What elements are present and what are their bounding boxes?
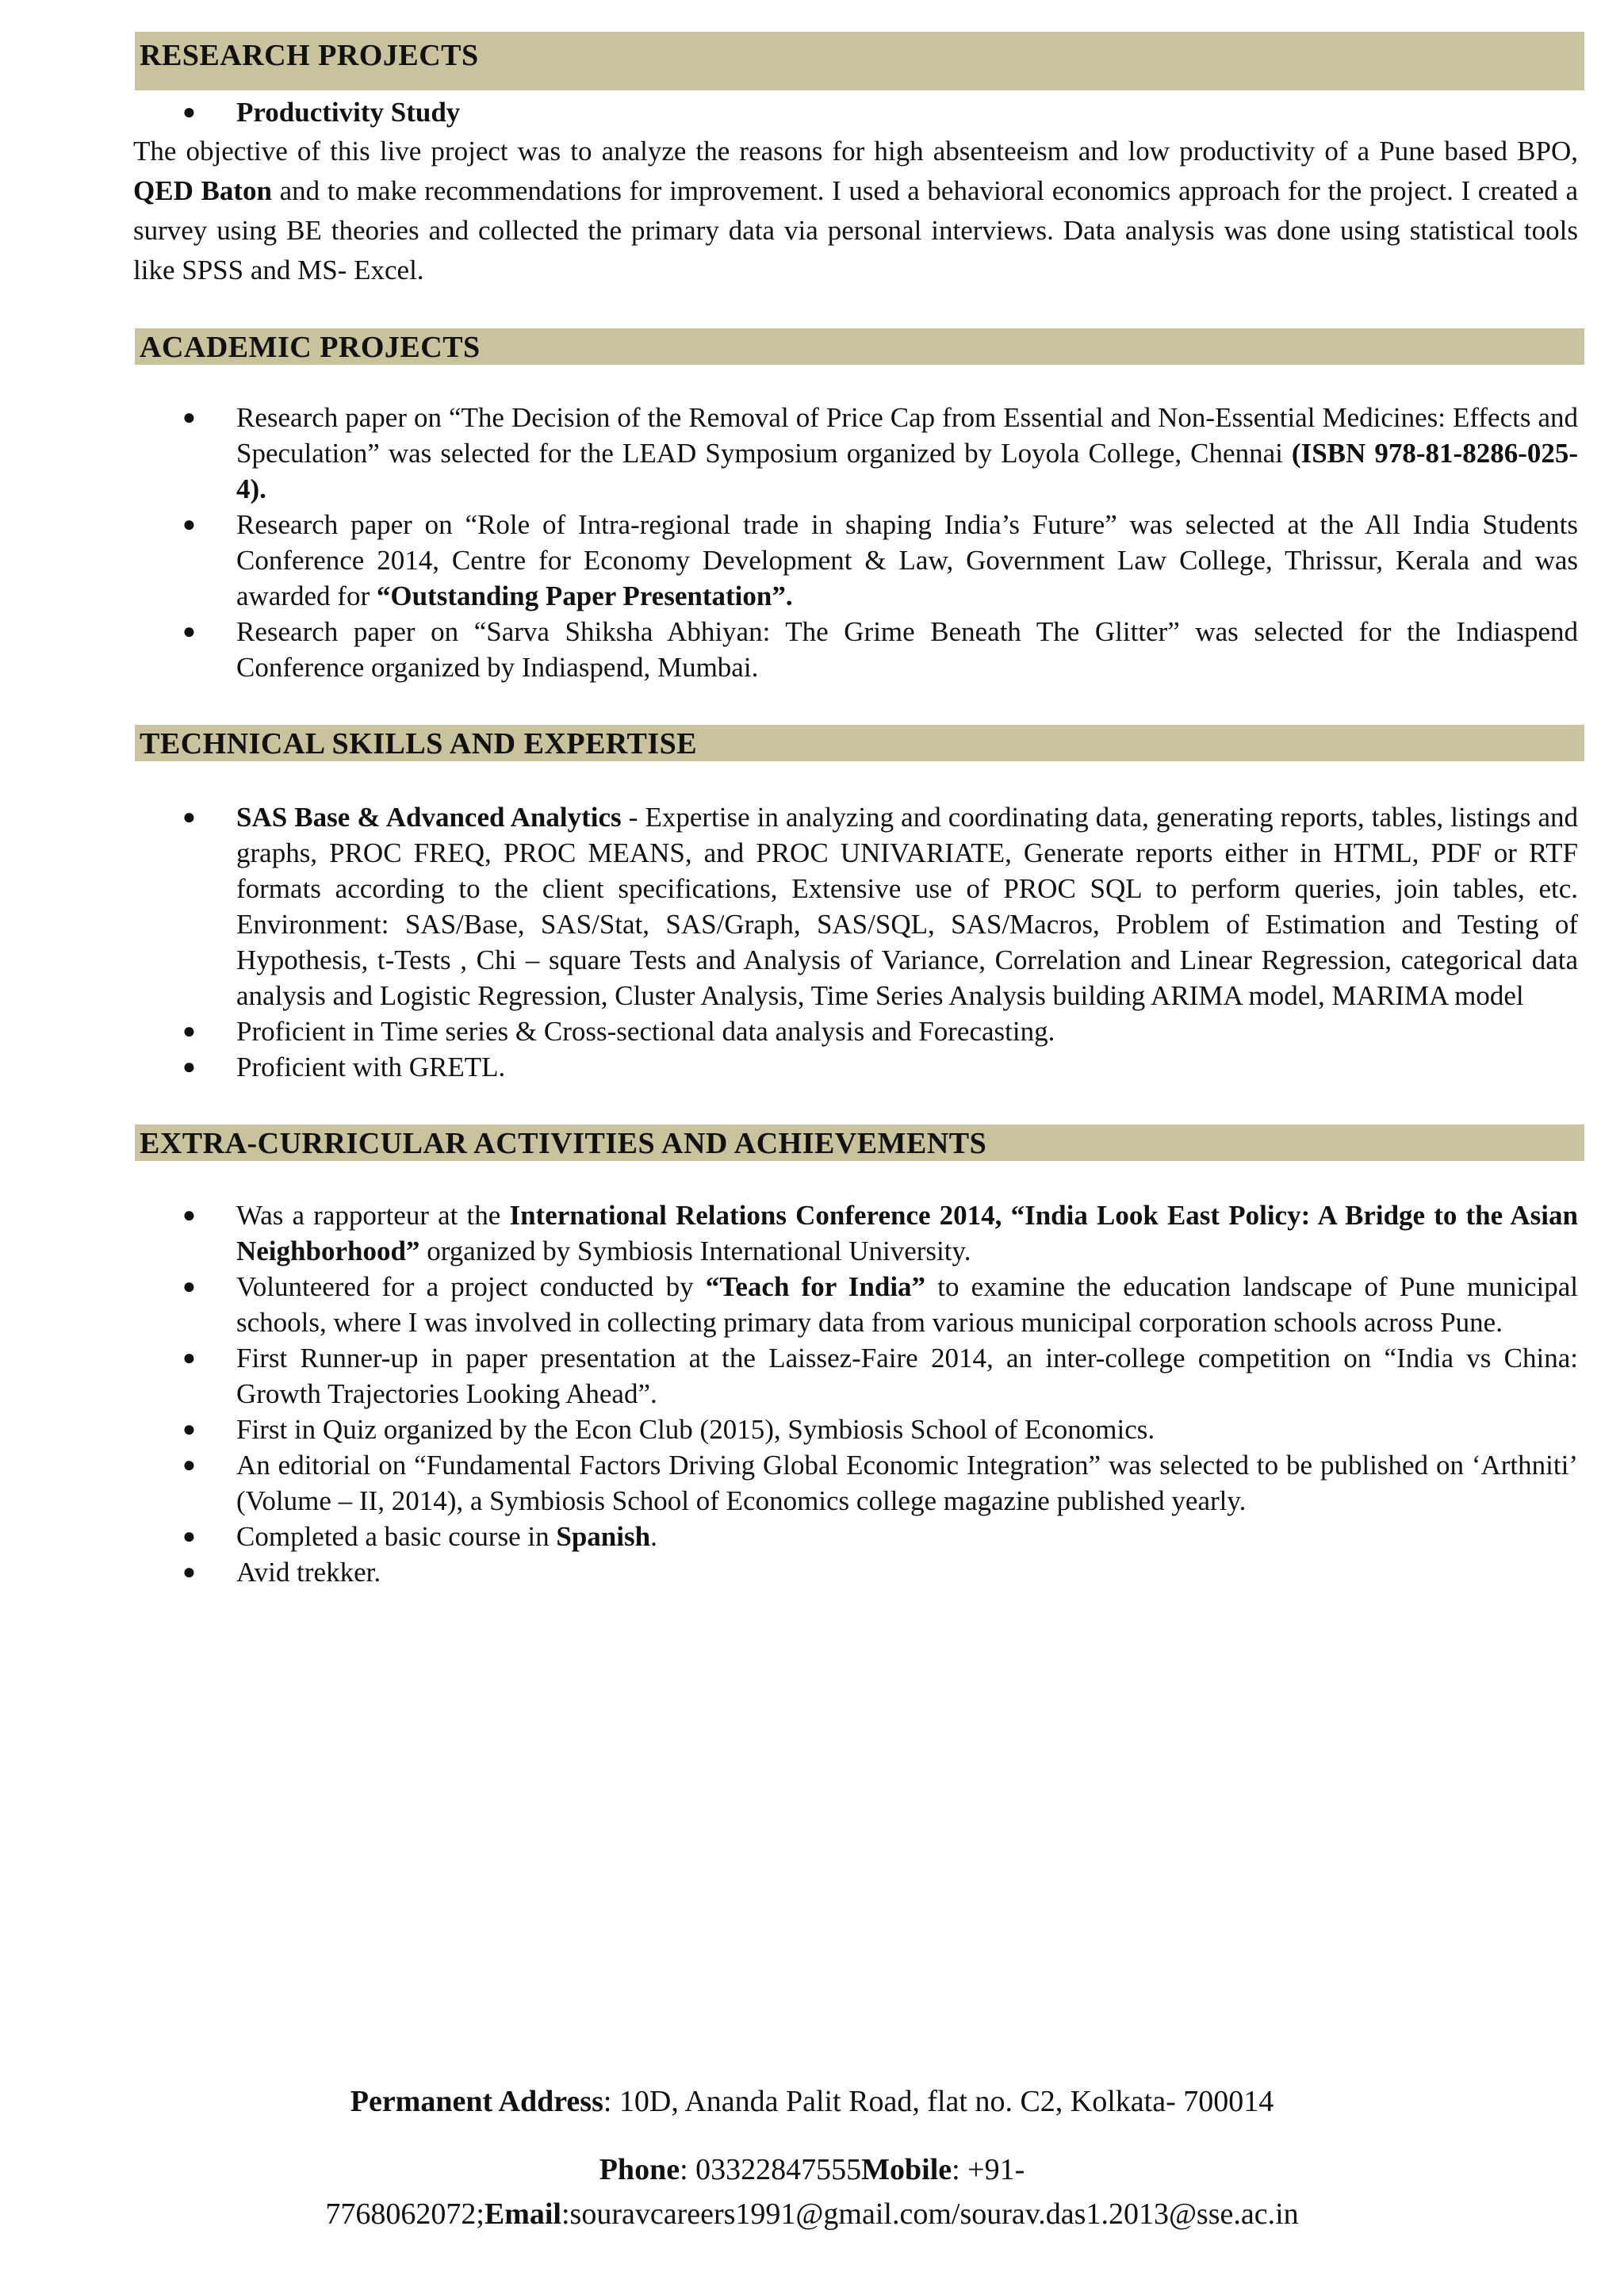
project-title: Productivity Study bbox=[236, 97, 461, 128]
item-text: Proficient in Time series & Cross-sectional data analysis and Forecasting. bbox=[236, 1016, 1055, 1047]
item-text: First Runner-up in paper presentation at the Laissez-Faire 2014, an inter-college competition on “India vs China: Growth Trajectories Looking Ahead”. bbox=[236, 1343, 1578, 1409]
list-item bbox=[133, 799, 1578, 1013]
item-bold: “Teach for India” bbox=[705, 1271, 926, 1302]
bullet-icon: ● bbox=[182, 1055, 196, 1079]
item-text: Was a rapporteur at the bbox=[236, 1200, 501, 1231]
mobile-value: : +91- bbox=[952, 2153, 1025, 2186]
list-item bbox=[133, 614, 1578, 685]
list-item bbox=[133, 1519, 1578, 1554]
description-text: and to make recommendations for improvement. I used a behavioral economics approach for the project. I created a survey using BE theories and collected the primary data via personal interviews. Data analysis was done using statistical tools like SPSS and MS- Excel. bbox=[133, 175, 1578, 285]
section-heading: EXTRA-CURRICULAR ACTIVITIES AND ACHIEVEMENTS bbox=[140, 1127, 987, 1160]
list-item bbox=[133, 94, 1584, 132]
item-bold: SAS Base & Advanced Analytics bbox=[236, 802, 622, 833]
section-header-bar bbox=[135, 1125, 1584, 1161]
bullet-icon: ● bbox=[182, 1560, 196, 1584]
address-line bbox=[0, 2084, 1624, 2119]
email-label: Email bbox=[484, 2197, 561, 2231]
item-text: Completed a basic course in bbox=[236, 1521, 550, 1552]
bullet-icon: ● bbox=[182, 1524, 196, 1549]
section-heading: ACADEMIC PROJECTS bbox=[140, 331, 481, 364]
list-item bbox=[133, 1412, 1578, 1447]
skills-list bbox=[133, 799, 1584, 1085]
bullet-icon: ● bbox=[182, 619, 196, 644]
item-text: Research paper on “Sarva Shiksha Abhiyan: The Grime Beneath The Glitter” was selected for the Indiaspend Conference organized by Indiaspend, Mumbai. bbox=[236, 616, 1578, 683]
list-item bbox=[133, 1340, 1578, 1412]
section-header-bar bbox=[135, 32, 1584, 90]
bullet-icon: ● bbox=[182, 405, 196, 430]
bullet-icon: ● bbox=[182, 1274, 196, 1299]
list-item bbox=[133, 1049, 1578, 1085]
item-bold: International Relations Conference 2014, “India Look East Policy: A Bridge to the Asian Neighborhood” bbox=[236, 1200, 1578, 1266]
research-projects-section bbox=[133, 32, 1584, 290]
address-label: Permanent Address bbox=[350, 2085, 603, 2118]
company-name: QED Baton bbox=[133, 175, 272, 206]
list-item bbox=[133, 400, 1578, 507]
resume-page bbox=[133, 32, 1584, 1590]
item-text: Volunteered for a project conducted by bbox=[236, 1271, 694, 1302]
item-text: to examine the education landscape of Pune municipal schools, where I was involved in collecting primary data from various municipal corporation schools across Pune. bbox=[236, 1271, 1578, 1338]
email-value[interactable]: :souravcareers1991@gmail.com/sourav.das1.2013@sse.ac.in bbox=[561, 2197, 1299, 2231]
section-heading: TECHNICAL SKILLS AND EXPERTISE bbox=[140, 727, 698, 761]
description-text: The objective of this live project was to analyze the reasons for high absenteeism and low productivity of a Pune based BPO, bbox=[133, 136, 1578, 167]
item-text: Research paper on “Role of Intra-regional trade in shaping India’s Future” was selected at the All India Students Conference 2014, Centre for Economy Development & Law, Government Law College, Thrissur, Kerala and was awarded for bbox=[236, 509, 1578, 611]
academic-list bbox=[133, 400, 1584, 685]
mobile-label: Mobile bbox=[861, 2153, 952, 2186]
section-header-bar bbox=[135, 725, 1584, 761]
item-bold: Spanish bbox=[556, 1521, 651, 1552]
section-heading: RESEARCH PROJECTS bbox=[140, 39, 479, 72]
bullet-icon: ● bbox=[182, 1417, 196, 1442]
bullet-icon: ● bbox=[182, 805, 196, 829]
mobile-continued: 7768062072; bbox=[325, 2197, 485, 2231]
item-text: An editorial on “Fundamental Factors Driving Global Economic Integration” was selected to be published on ‘Arthniti’ (Volume – II, 2014), a Symbiosis School of Economics college magazine published yearly. bbox=[236, 1450, 1578, 1516]
item-text: Research paper on “The Decision of the Removal of Price Cap from Essential and Non-Essential Medicines: Effects and Speculation” was selected for the LEAD Symposium organized by Loyola College, Chennai bbox=[236, 402, 1578, 469]
item-text: Avid trekker. bbox=[236, 1557, 381, 1588]
bullet-icon: ● bbox=[182, 1346, 196, 1370]
activities-list bbox=[133, 1197, 1584, 1590]
address-value: : 10D, Ananda Palit Road, flat no. C2, Kolkata- 700014 bbox=[603, 2085, 1274, 2118]
technical-skills-section bbox=[133, 725, 1584, 1085]
item-bold: “Outstanding Paper Presentation”. bbox=[376, 580, 793, 611]
bullet-icon: ● bbox=[182, 1203, 196, 1228]
phone-value: : 03322847555 bbox=[680, 2153, 862, 2186]
section-header-bar bbox=[135, 328, 1584, 365]
item-text: First in Quiz organized by the Econ Club (2015), Symbiosis School of Economics. bbox=[236, 1414, 1155, 1445]
bullet-icon: ● bbox=[182, 512, 196, 537]
extra-curricular-section bbox=[133, 1125, 1584, 1590]
phone-label: Phone bbox=[599, 2153, 680, 2186]
list-item bbox=[133, 1197, 1578, 1269]
list-item bbox=[133, 1269, 1578, 1340]
contact-line bbox=[0, 2197, 1624, 2232]
project-description bbox=[133, 132, 1578, 290]
list-item bbox=[133, 507, 1578, 614]
list-item bbox=[133, 1554, 1578, 1590]
item-text: Proficient with GRETL. bbox=[236, 1052, 506, 1082]
bullet-icon: ● bbox=[182, 1453, 196, 1477]
item-bold: (ISBN 978-81-8286-025-4). bbox=[236, 438, 1578, 504]
bullet-icon: ● bbox=[182, 1019, 196, 1044]
list-item bbox=[133, 1447, 1578, 1519]
item-text: organized by Symbiosis International University. bbox=[427, 1236, 971, 1266]
phone-line bbox=[0, 2152, 1624, 2187]
bullet-icon: ● bbox=[182, 100, 196, 125]
item-text: . bbox=[650, 1521, 657, 1552]
list-item bbox=[133, 1013, 1578, 1049]
academic-projects-section bbox=[133, 328, 1584, 685]
item-text: - Expertise in analyzing and coordinating data, generating reports, tables, listings and graphs, PROC FREQ, PROC MEANS, and PROC UNIVARIATE, Generate reports either in HTML, PDF or RTF formats according to the client specifications, Extensive use of PROC SQL to perform queries, join tables, etc. Environment: SAS/Base, SAS/Stat, SAS/Graph, SAS/SQL, SAS/Macros, Problem of Estimation and Testing of Hypothesis, t-Tests , Chi – square Tests and Analysis of Variance, Correlation and Linear Regression, categorical data analysis and Logistic Regression, Cluster Analysis, Time Series Analysis building ARIMA model, MARIMA model bbox=[236, 802, 1578, 1011]
